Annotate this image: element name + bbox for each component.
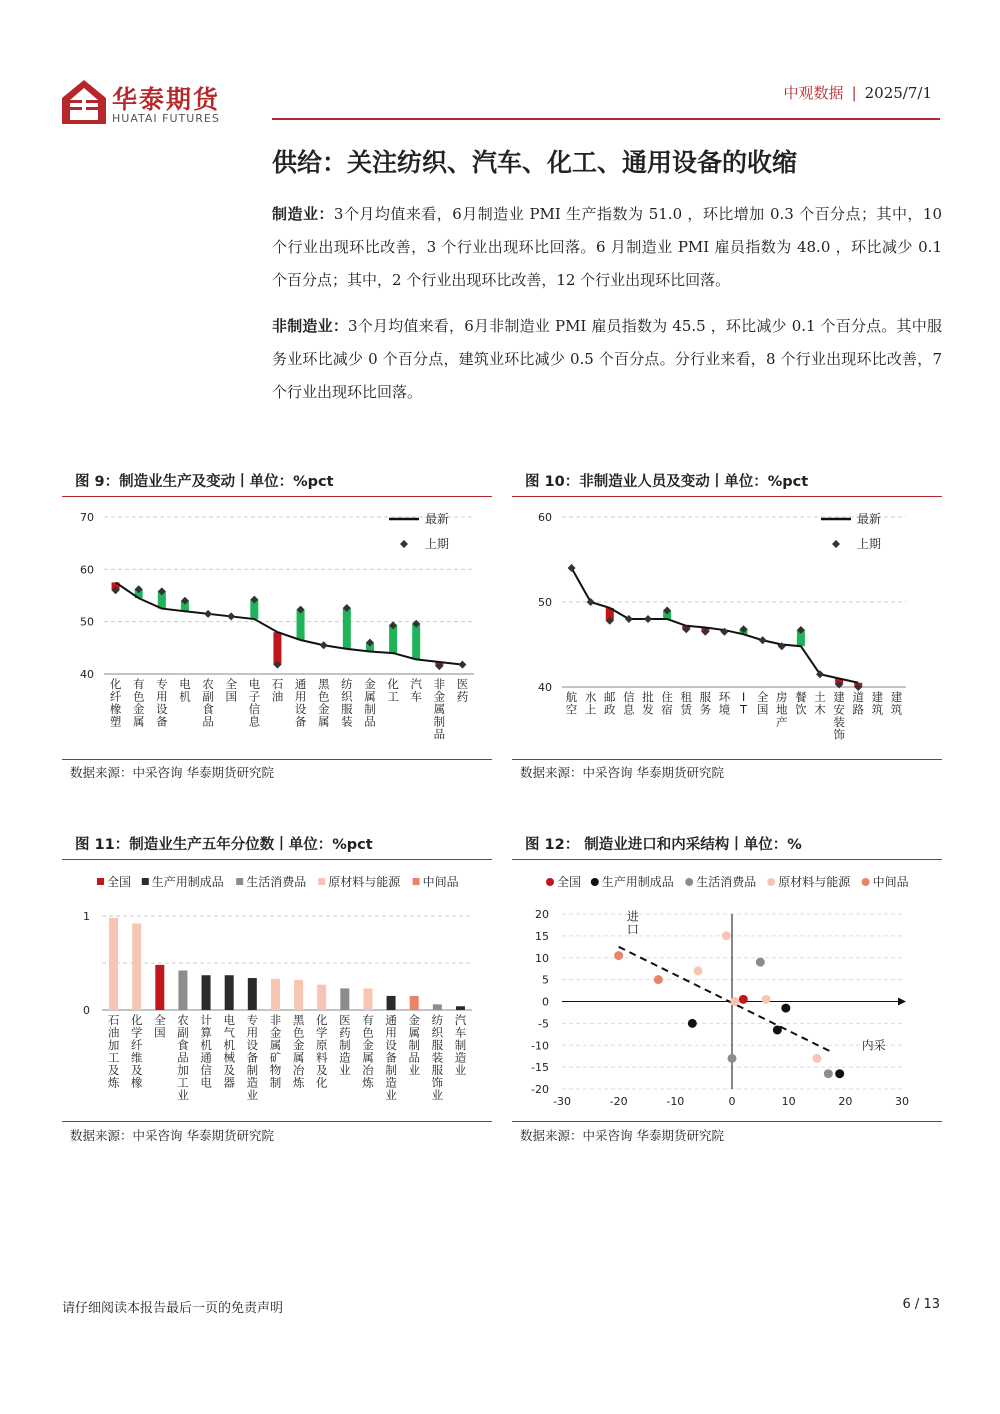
previous-marker xyxy=(644,615,652,623)
scatter-point xyxy=(781,1004,790,1013)
bar xyxy=(248,978,257,1010)
change-bar xyxy=(412,624,420,660)
logo-subtext: HUATAI FUTURES xyxy=(112,112,220,125)
x-tick-label: 有色金属 xyxy=(132,677,145,729)
bar xyxy=(410,996,419,1010)
legend-label: 上期 xyxy=(425,537,450,551)
huatai-logo-icon xyxy=(62,80,106,124)
paragraph-lead: 制造业： xyxy=(272,205,334,223)
series-line-latest xyxy=(572,568,859,683)
y-tick-label: 5 xyxy=(542,973,549,987)
scatter-point xyxy=(688,1019,697,1028)
legend-dot-icon xyxy=(546,878,554,886)
x-tick-label: 住宿 xyxy=(661,690,673,717)
x-tick-label: 电机 xyxy=(179,677,191,704)
previous-marker xyxy=(458,661,466,669)
figure-9-chart xyxy=(62,505,492,755)
scatter-point xyxy=(614,951,623,960)
bar xyxy=(340,988,349,1010)
bar xyxy=(225,975,234,1010)
x-tick-label: 汽车制造业 xyxy=(454,1013,467,1077)
figure-10-rule xyxy=(512,496,942,497)
figure-9-title: 图 9：制造业生产及变动丨单位：%pct xyxy=(75,474,334,490)
legend-label: 生产用制成品 xyxy=(151,875,224,889)
legend-marker-icon xyxy=(400,540,408,548)
x-tick-label: 建筑 xyxy=(890,690,903,717)
change-bar xyxy=(273,632,281,664)
bar xyxy=(433,1004,442,1010)
y-tick-label: 1 xyxy=(83,910,90,923)
x-tick-label: 20 xyxy=(838,1095,853,1108)
x-tick-label: -30 xyxy=(553,1095,571,1108)
y-tick-label: 50 xyxy=(80,615,94,629)
scatter-point xyxy=(694,966,703,975)
page-title: 供给：关注纺织、汽车、化工、通用设备的收缩 xyxy=(272,148,798,177)
legend-swatch-icon xyxy=(318,878,325,885)
paragraph-text: 3个月均值来看，6月制造业 PMI 生产指数为 51.0 ，环比增加 0.3 个百分点；其中，10 个行业出现环比改善，3 个行业出现环比回落。6 月制造业 PMI 雇员指数为 48.0 ，环比减少 0.1 个百分点；其中，2 个行业出现环比改善，12 个行业出现环比回落。 xyxy=(272,205,942,289)
legend-label: 中间品 xyxy=(872,875,909,889)
legend-label: 生活消费品 xyxy=(246,875,307,889)
figure-12-title: 图 12： 制造业进口和内采结构丨单位：% xyxy=(525,837,802,853)
x-tick-label: 金属制品 xyxy=(364,677,376,729)
figure-10-source: 数据来源：中采咨询 华泰期货研究院 xyxy=(520,765,724,780)
previous-marker xyxy=(759,636,767,644)
x-tick-label: 房地产 xyxy=(776,690,788,729)
figure-12-chart xyxy=(512,868,942,1118)
scatter-point xyxy=(728,1054,737,1063)
x-tick-label: -10 xyxy=(666,1095,685,1108)
legend-label: 生活消费品 xyxy=(696,875,757,889)
figure-11-source: 数据来源：中采咨询 华泰期货研究院 xyxy=(70,1128,274,1143)
bar xyxy=(387,996,396,1010)
previous-marker xyxy=(227,612,235,620)
y-axis-label: 进口 xyxy=(626,909,639,937)
figure-11-rule-bottom xyxy=(62,1121,492,1122)
figure-9-rule-bottom xyxy=(62,759,492,760)
figure-11-chart xyxy=(62,868,492,1118)
scatter-point xyxy=(835,1069,844,1078)
x-tick-label: 30 xyxy=(895,1095,909,1108)
legend-swatch-icon xyxy=(142,878,149,885)
bar xyxy=(132,924,141,1010)
paragraph-lead: 非制造业： xyxy=(272,317,349,335)
scatter-point xyxy=(722,931,731,940)
x-tick-label: 非金属矿物制 xyxy=(269,1013,282,1090)
bar xyxy=(317,985,326,1010)
bar xyxy=(202,975,211,1010)
figure-12-rule-bottom xyxy=(512,1121,942,1122)
legend-label: 原材料与能源 xyxy=(778,875,851,889)
x-tick-label: I T xyxy=(740,690,748,717)
x-tick-label: 石油 xyxy=(271,677,284,704)
legend-marker-icon xyxy=(832,540,840,548)
y-tick-label: 60 xyxy=(80,563,94,577)
scatter-point xyxy=(654,975,663,984)
x-tick-label: 通用设备 xyxy=(294,677,307,729)
previous-marker xyxy=(587,598,595,606)
paragraph-manufacturing xyxy=(272,198,942,297)
scatter-point xyxy=(773,1025,782,1034)
x-tick-label: 黑色金属 xyxy=(317,677,330,729)
figure-9-source: 数据来源：中采咨询 华泰期货研究院 xyxy=(70,765,274,780)
y-tick-label: 40 xyxy=(538,681,552,694)
legend-label: 原材料与能源 xyxy=(328,875,401,889)
x-tick-label: 建安装饰 xyxy=(833,690,845,742)
x-axis-arrow-icon xyxy=(898,998,906,1006)
x-tick-label: 专用设备 xyxy=(156,677,168,729)
x-tick-label: 纺织服装 xyxy=(341,677,353,729)
bar xyxy=(178,971,187,1010)
x-tick-label: 农副食品 xyxy=(202,677,214,729)
y-tick-label: -5 xyxy=(538,1017,549,1031)
scatter-point xyxy=(756,958,765,967)
y-tick-label: 50 xyxy=(538,596,552,609)
x-tick-label: 全国 xyxy=(756,690,769,717)
legend-dot-icon xyxy=(591,878,599,886)
x-tick-label: 金属制品业 xyxy=(408,1013,420,1077)
x-tick-label: 化学原料及化 xyxy=(315,1013,328,1090)
bar xyxy=(155,965,164,1010)
figure-12-rule xyxy=(512,859,942,860)
x-tick-label: 批发 xyxy=(642,690,654,717)
x-tick-label: 租赁 xyxy=(680,690,692,717)
logo-text: 华泰期货 xyxy=(112,85,221,114)
bar xyxy=(271,979,280,1010)
x-tick-label: 建筑 xyxy=(871,690,884,717)
x-tick-label: 0 xyxy=(728,1095,736,1108)
legend-label: 全国 xyxy=(107,875,132,889)
x-tick-label: 通用设备制造业 xyxy=(385,1013,397,1102)
y-tick-label: 10 xyxy=(535,951,549,965)
change-bar xyxy=(297,610,305,640)
previous-marker xyxy=(568,564,576,572)
page-number: 6 / 13 xyxy=(902,1297,940,1312)
x-tick-label: -20 xyxy=(609,1095,628,1108)
bar xyxy=(456,1006,465,1010)
legend-label: 全国 xyxy=(557,875,582,889)
figure-12-source: 数据来源：中采咨询 华泰期货研究院 xyxy=(520,1128,724,1143)
x-tick-label: 电气机械及器 xyxy=(223,1013,235,1090)
y-tick-label: 15 xyxy=(535,929,549,943)
figure-10-title: 图 10：非制造业人员及变动丨单位：%pct xyxy=(525,474,809,490)
paragraph-non-manufacturing xyxy=(272,310,942,409)
x-tick-label: 黑色金属冶炼 xyxy=(292,1013,305,1090)
legend-label: 上期 xyxy=(857,537,882,551)
x-tick-label: 环境 xyxy=(718,690,731,717)
figure-10-chart xyxy=(512,505,942,755)
legend-label: 最新 xyxy=(425,512,450,526)
x-tick-label: 石油加工及炼 xyxy=(107,1013,120,1090)
x-tick-label: 邮政 xyxy=(604,690,616,717)
legend-dot-icon xyxy=(767,878,775,886)
x-tick-label: 土木 xyxy=(814,690,826,717)
y-tick-label: -15 xyxy=(531,1061,549,1075)
y-tick-label: 70 xyxy=(80,511,94,524)
legend-label: 最新 xyxy=(857,512,882,526)
x-tick-label: 全国 xyxy=(154,1013,166,1040)
bar xyxy=(363,988,372,1010)
x-tick-label: 电子信息 xyxy=(248,677,261,729)
figure-10-rule-bottom xyxy=(512,759,942,760)
x-tick-label: 全国 xyxy=(225,677,237,704)
figure-11-rule xyxy=(62,859,492,860)
y-tick-label: -10 xyxy=(531,1039,549,1053)
y-tick-label: 0 xyxy=(542,995,549,1009)
y-tick-label: 0 xyxy=(83,1004,90,1017)
x-tick-label: 农副食品加工业 xyxy=(177,1013,189,1102)
x-tick-label: 化工 xyxy=(387,677,399,704)
legend-dot-icon xyxy=(685,878,693,886)
x-tick-label: 信息 xyxy=(623,690,635,717)
legend-swatch-icon xyxy=(236,878,243,885)
x-tick-label: 餐饮 xyxy=(795,690,807,717)
footer-disclaimer: 请仔细阅读本报告最后一页的免责声明 xyxy=(62,1301,284,1316)
x-tick-label: 医药 xyxy=(456,677,469,704)
previous-marker xyxy=(320,641,328,649)
scatter-point xyxy=(739,995,748,1004)
legend-swatch-icon xyxy=(413,878,420,885)
x-tick-label: 航空 xyxy=(565,690,578,717)
scatter-point xyxy=(762,995,771,1004)
x-tick-label: 汽车 xyxy=(410,677,422,704)
x-tick-label: 非金属制品 xyxy=(433,677,446,741)
x-tick-label: 化纤橡塑 xyxy=(109,677,122,729)
figure-11-title: 图 11：制造业生产五年分位数丨单位：%pct xyxy=(75,837,373,853)
x-tick-label: 道路 xyxy=(852,690,864,717)
x-tick-label: 纺织服装服饰业 xyxy=(431,1013,444,1102)
x-axis-label: 内采 xyxy=(861,1038,886,1053)
x-tick-label: 10 xyxy=(781,1095,796,1108)
bar xyxy=(109,918,118,1010)
scatter-point xyxy=(730,997,739,1006)
scatter-point xyxy=(813,1054,822,1063)
scatter-point xyxy=(824,1069,833,1078)
legend-swatch-icon xyxy=(97,878,104,885)
y-tick-label: 20 xyxy=(535,908,549,921)
previous-marker xyxy=(625,615,633,623)
x-tick-label: 化学纤维及橡 xyxy=(130,1013,143,1090)
series-line-latest xyxy=(116,582,463,664)
paragraph-text: 3个月均值来看，6月非制造业 PMI 雇员指数为 45.5 ，环比减少 0.1 个百分点。其中服务业环比减少 0 个百分点，建筑业环比减少 0.5 个百分点。分行业来看，8 个行业出现环比改善，7 个行业出现环比回落。 xyxy=(272,317,942,401)
x-tick-label: 水上 xyxy=(584,690,597,717)
report-date: 2025/7/1 xyxy=(864,84,932,102)
section-label: 中观数据 xyxy=(783,84,844,102)
y-tick-label: 60 xyxy=(538,511,552,524)
legend-dot-icon xyxy=(862,878,870,886)
x-tick-label: 计算机通信电 xyxy=(200,1013,212,1090)
previous-marker xyxy=(204,610,212,618)
bar xyxy=(294,980,303,1010)
y-tick-label: -20 xyxy=(531,1083,549,1096)
trend-line xyxy=(619,947,831,1052)
figure-9-rule xyxy=(62,496,492,497)
change-bar xyxy=(389,625,397,653)
y-tick-label: 40 xyxy=(80,668,94,681)
x-tick-label: 有色金属冶炼 xyxy=(362,1013,374,1090)
x-tick-label: 专用设备制造业 xyxy=(246,1013,259,1102)
header-meta: 中观数据 | 2025/7/1 xyxy=(783,84,932,102)
legend-label: 中间品 xyxy=(422,875,459,889)
change-bar xyxy=(343,608,351,649)
legend-label: 生产用制成品 xyxy=(601,875,674,889)
header-rule xyxy=(272,118,940,120)
x-tick-label: 医药制造业 xyxy=(339,1013,351,1077)
x-tick-label: 服务 xyxy=(699,690,712,717)
